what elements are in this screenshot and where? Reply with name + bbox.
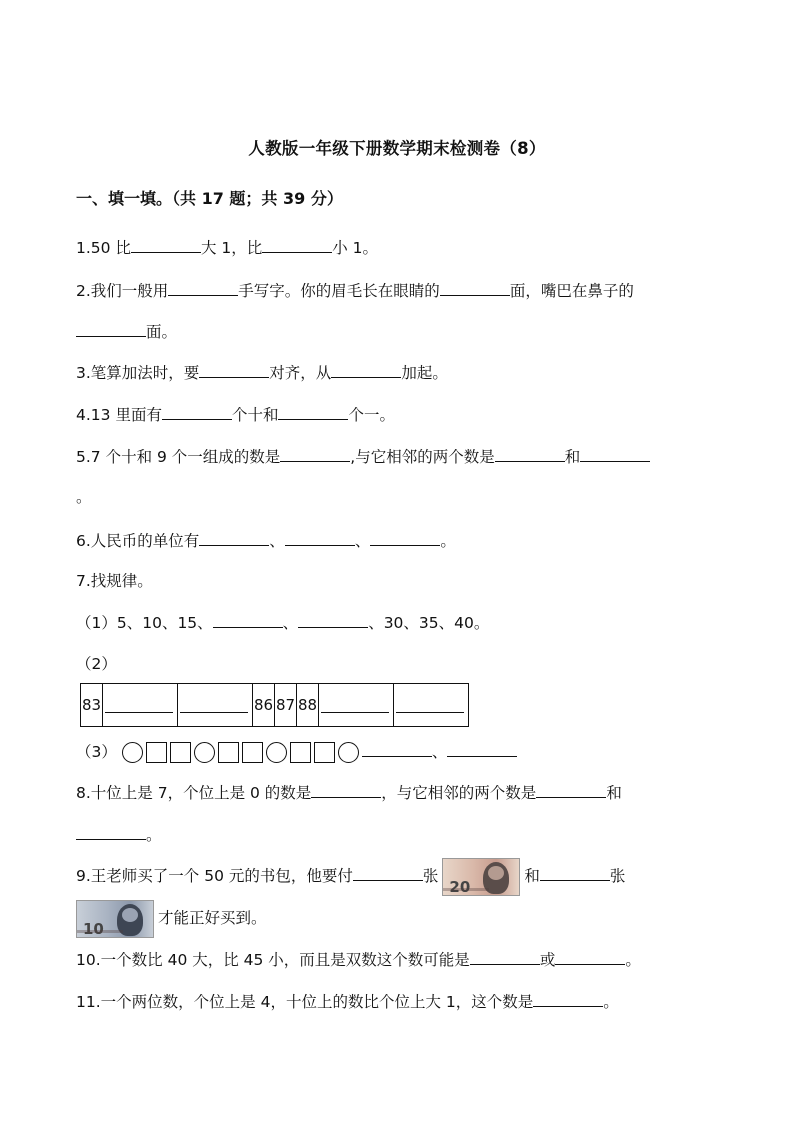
seq-cell-8[interactable] xyxy=(394,684,469,727)
q5-text-a: 5.7 个十和 9 个一组成的数是 xyxy=(76,448,281,466)
q4-blank-1[interactable] xyxy=(162,403,232,420)
section-heading: 一、填一填。（共 17 题；共 39 分） xyxy=(76,189,343,208)
q7p1-text-c: 、30、35、40。 xyxy=(368,614,490,632)
q8-blank-1[interactable] xyxy=(311,781,381,798)
q2-text-c: 面，嘴巴在鼻子的 xyxy=(509,282,634,300)
q5-text-c: 和 xyxy=(564,448,581,466)
q9-text-a: 9.王老师买了一个 50 元的书包，他要付 xyxy=(76,867,353,885)
q8-text-b: ，与它相邻的两个数是 xyxy=(381,784,537,802)
q1-text-a: 1.50 比 xyxy=(76,239,131,257)
seq-blank[interactable] xyxy=(105,698,173,713)
q7p1-blank-1[interactable] xyxy=(213,611,283,628)
note-strip xyxy=(443,888,489,891)
question-3 xyxy=(76,361,448,384)
q8-blank-2[interactable] xyxy=(536,781,606,798)
square-shape xyxy=(314,742,335,763)
seq-blank[interactable] xyxy=(321,698,389,713)
q4-text-a: 4.13 里面有 xyxy=(76,406,162,424)
square-shape xyxy=(146,742,167,763)
seq-blank[interactable] xyxy=(396,698,464,713)
seq-cell-7[interactable] xyxy=(319,684,394,727)
q7p3-label: （3） xyxy=(76,743,117,761)
twenty-yuan-banknote xyxy=(442,858,520,896)
q8-blank-3[interactable] xyxy=(76,823,146,840)
circle-shape xyxy=(338,742,359,763)
question-1 xyxy=(76,236,378,259)
number-sequence-table xyxy=(80,683,469,727)
q6-blank-2[interactable] xyxy=(285,529,355,546)
q6-text-d: 。 xyxy=(440,532,456,550)
q5-blank-2[interactable] xyxy=(495,445,565,462)
face-icon xyxy=(122,908,138,922)
question-8-cont xyxy=(76,823,162,846)
q2-blank-3[interactable] xyxy=(76,320,146,337)
seq-cell-5: 87 xyxy=(275,684,297,727)
question-2 xyxy=(76,279,634,302)
question-2-cont xyxy=(76,320,177,343)
q5-blank-1[interactable] xyxy=(280,445,350,462)
square-shape xyxy=(290,742,311,763)
q3-text-a: 3.笔算加法时，要 xyxy=(76,364,200,382)
q5-text-d: 。 xyxy=(76,488,92,506)
note-strip xyxy=(77,930,123,933)
circle-shape xyxy=(266,742,287,763)
q2-text-d: 面。 xyxy=(146,323,178,341)
q8-text-a: 8.十位上是 7，个位上是 0 的数是 xyxy=(76,784,312,802)
q3-blank-2[interactable] xyxy=(331,361,401,378)
q3-text-c: 加起。 xyxy=(401,364,448,382)
q9-text-b: 张 xyxy=(422,867,439,885)
square-shape xyxy=(218,742,239,763)
q10-text-b: 或 xyxy=(539,951,556,969)
q9-text-d: 张 xyxy=(609,867,626,885)
q10-blank-1[interactable] xyxy=(470,948,540,965)
seq-cell-1: 83 xyxy=(81,684,103,727)
q8-text-d: 。 xyxy=(146,826,162,844)
circle-shape xyxy=(194,742,215,763)
question-5 xyxy=(76,445,650,468)
q2-text-b: 手写字。你的眉毛长在眼睛的 xyxy=(238,282,440,300)
q5-blank-3[interactable] xyxy=(580,445,650,462)
q6-sep-1: 、 xyxy=(269,532,285,550)
seq-cell-4: 86 xyxy=(253,684,275,727)
square-shape xyxy=(170,742,191,763)
question-6 xyxy=(76,529,456,552)
seq-cell-3[interactable] xyxy=(178,684,253,727)
q3-blank-1[interactable] xyxy=(199,361,269,378)
seq-cell-6: 88 xyxy=(297,684,319,727)
question-5-cont xyxy=(76,486,92,508)
q8-text-c: 和 xyxy=(606,784,622,802)
q3-text-b: 对齐，从 xyxy=(269,364,332,382)
q6-sep-2: 、 xyxy=(354,532,371,550)
q7p3-blank-2[interactable] xyxy=(447,740,517,757)
q6-blank-3[interactable] xyxy=(370,529,440,546)
q7p3-blank-1[interactable] xyxy=(362,740,432,757)
page-title: 人教版一年级下册数学期末检测卷（8） xyxy=(248,139,546,158)
q1-text-b: 大 1，比 xyxy=(200,239,263,257)
note-denomination: 10 xyxy=(83,919,104,938)
q11-text-a: 11.一个两位数，个位上是 4，十位上的数比个位上大 1，这个数是 xyxy=(76,993,534,1011)
q10-blank-2[interactable] xyxy=(555,948,625,965)
square-shape xyxy=(242,742,263,763)
question-7-part-2-label: （2） xyxy=(76,655,117,673)
q7p1-sep: 、 xyxy=(282,614,299,632)
question-7-part-3 xyxy=(76,740,517,764)
table-row xyxy=(81,684,469,727)
q1-blank-1[interactable] xyxy=(131,236,201,253)
q9-text-e: 才能正好买到。 xyxy=(158,909,267,927)
q10-text-a: 10.一个数比 40 大，比 45 小，而且是双数这个数可能是 xyxy=(76,951,470,969)
q7p1-blank-2[interactable] xyxy=(298,611,368,628)
q6-blank-1[interactable] xyxy=(199,529,269,546)
face-icon xyxy=(488,866,504,880)
question-4 xyxy=(76,403,395,426)
question-9 xyxy=(76,856,625,896)
seq-blank[interactable] xyxy=(180,698,248,713)
q10-text-c: 。 xyxy=(625,951,641,969)
question-8 xyxy=(76,781,622,804)
q2-blank-2[interactable] xyxy=(440,279,510,296)
question-9-cont xyxy=(72,898,267,938)
q2-blank-1[interactable] xyxy=(168,279,238,296)
seq-cell-2[interactable] xyxy=(103,684,178,727)
q7p1-text-a: （1）5、10、15、 xyxy=(76,614,213,632)
q9-blank-2[interactable] xyxy=(540,864,610,881)
q7p3-sep: 、 xyxy=(431,743,448,761)
question-7-part-1 xyxy=(76,611,489,634)
q1-text-c: 小 1。 xyxy=(332,239,379,257)
circle-shape xyxy=(122,742,143,763)
q1-blank-2[interactable] xyxy=(262,236,332,253)
ten-yuan-banknote xyxy=(76,900,154,938)
q5-text-b: ,与它相邻的两个数是 xyxy=(350,448,495,466)
q6-text-a: 6.人民币的单位有 xyxy=(76,532,200,550)
note-denomination: 20 xyxy=(449,877,471,896)
q9-blank-1[interactable] xyxy=(353,864,423,881)
question-7-heading: 7.找规律。 xyxy=(76,572,153,590)
q11-text-b: 。 xyxy=(603,993,619,1011)
question-11 xyxy=(76,990,619,1013)
q4-text-b: 个十和 xyxy=(231,406,279,424)
q2-text-a: 2.我们一般用 xyxy=(76,282,169,300)
q4-blank-2[interactable] xyxy=(278,403,348,420)
question-10 xyxy=(76,948,641,971)
q4-text-c: 个一。 xyxy=(348,406,395,424)
q9-text-c: 和 xyxy=(524,867,540,885)
q11-blank-1[interactable] xyxy=(533,990,603,1007)
